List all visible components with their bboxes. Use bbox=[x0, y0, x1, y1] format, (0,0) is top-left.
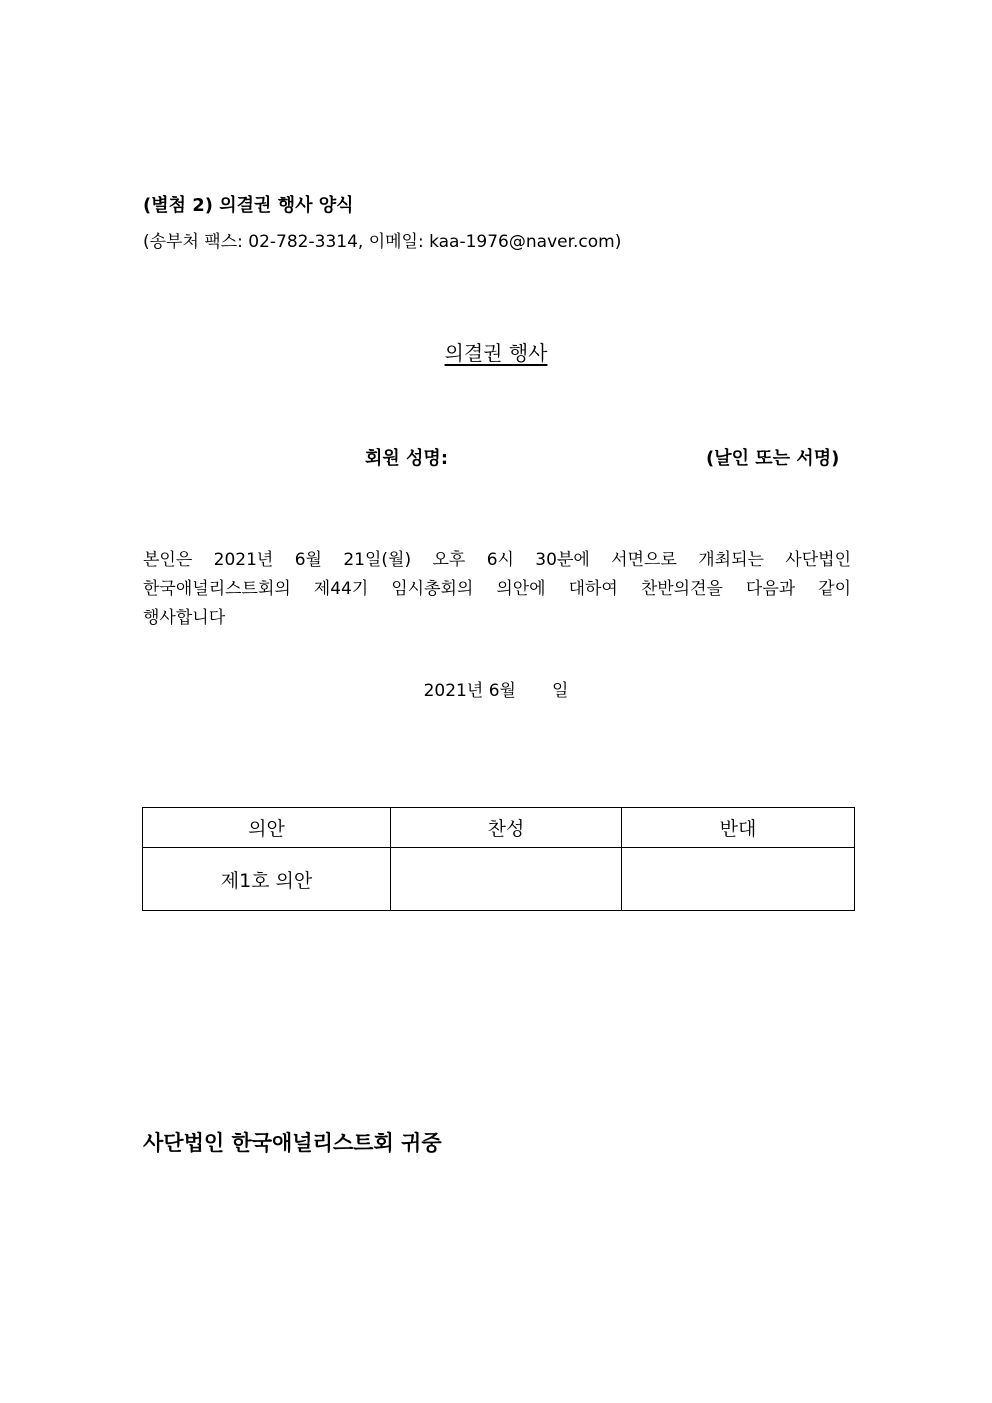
header-oppose: 반대 bbox=[622, 808, 855, 848]
page-title-text: 의결권 행사 bbox=[444, 341, 548, 365]
statement-line-2: 한국애널리스트회의 제44기 임시총회의 의안에 대하여 찬반의견을 다음과 같이 bbox=[143, 579, 851, 599]
statement-line-1: 본인은 2021년 6월 21일(월) 오후 6시 30분에 서면으로 개최되는 사단법인 bbox=[143, 550, 851, 570]
member-name-label: 회원 성명: bbox=[365, 448, 449, 469]
date-year-month: 2021년 6월 bbox=[423, 681, 516, 701]
vote-table bbox=[142, 807, 855, 911]
date-day-label: 일 bbox=[551, 681, 569, 701]
agenda-cell: 제1호 의안 bbox=[143, 848, 391, 911]
statement-paragraph bbox=[143, 546, 851, 633]
table-row bbox=[143, 848, 855, 911]
header-approve: 찬성 bbox=[391, 808, 622, 848]
date-line bbox=[0, 676, 992, 701]
approve-cell[interactable] bbox=[391, 848, 622, 911]
page-title bbox=[0, 337, 992, 366]
header-agenda: 의안 bbox=[143, 808, 391, 848]
oppose-cell[interactable] bbox=[622, 848, 855, 911]
vote-table-header-row bbox=[143, 808, 855, 848]
statement-line-3: 행사합니다 bbox=[143, 608, 226, 628]
contact-info: (송부처 팩스: 02-782-3314, 이메일: kaa-1976@naver.com) bbox=[143, 232, 622, 252]
seal-or-signature-note: (날인 또는 서명) bbox=[706, 448, 840, 469]
attachment-heading: (별첨 2) 의결권 행사 양식 bbox=[143, 195, 354, 216]
addressee: 사단법인 한국애널리스트회 귀중 bbox=[143, 1131, 442, 1155]
